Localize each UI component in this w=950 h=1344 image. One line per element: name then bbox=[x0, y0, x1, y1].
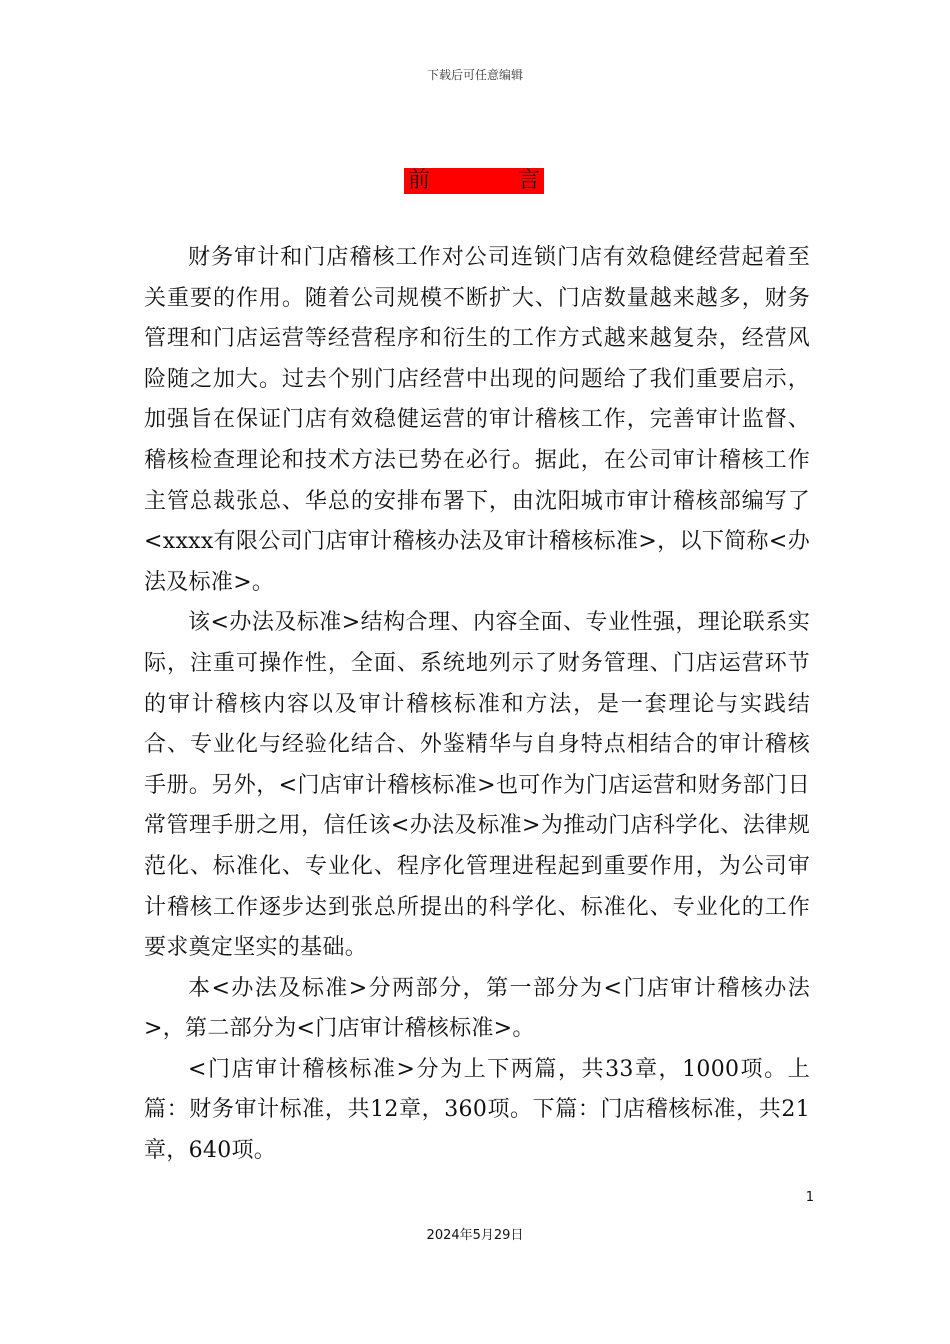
title-char-2: 言 bbox=[517, 168, 540, 193]
paragraph-2: 该<办法及标准>结构合理、内容全面、专业性强，理论联系实际，注重可操作性，全面、系统地列示了财务管理、门店运营环节的审计稽核内容以及审计稽核标准和方法，是一套理论与实践结合、专业化与经验化结合、外鉴精华与自身特点相结合的审计稽核手册。另外，<门店审计稽核标准>也可作为门店运营和财务部门日常管理手册之用，信任该<办法及标准>为推动门店科学化、法律规范化、标准化、专业化、程序化管理进程起到重要作用，为公司审计稽核工作逐步达到张总所提出的科学化、标准化、专业化的工作要求奠定坚实的基础。 bbox=[144, 610, 810, 961]
footer-date: 2024年5月29日 bbox=[426, 1228, 524, 1243]
body-text bbox=[144, 238, 810, 1172]
paragraph-3: 本<办法及标准>分两部分，第一部分为<门店审计稽核办法>，第二部分为<门店审计稽核标准>。 bbox=[144, 975, 810, 1042]
header-note: 下载后可任意编辑 bbox=[426, 68, 523, 82]
title-char-1: 前 bbox=[408, 168, 431, 193]
page-title bbox=[404, 168, 544, 194]
page-number: 1 bbox=[805, 1190, 814, 1205]
paragraph-1: 财务审计和门店稽核工作对公司连锁门店有效稳健经营起着至关重要的作用。随着公司规模不断扩大、门店数量越来越多，财务管理和门店运营等经营程序和衍生的工作方式越来越复杂，经营风险随之加大。过去个别门店经营中出现的问题给了我们重要启示，加强旨在保证门店有效稳健运营的审计稽核工作，完善审计监督、稽核检查理论和技术方法已势在必行。据此，在公司审计稽核工作主管总裁张总、华总的安排布署下，由沈阳城市审计稽核部编写了<xxxx有限公司门店审计稽核办法及审计稽核标准>，以下简称<办法及标准>。 bbox=[144, 245, 810, 595]
paragraph-4: <门店审计稽核标准>分为上下两篇，共33章，1000项。上篇：财务审计标准，共12章，360项。下篇：门店稽核标准，共21章，640项。 bbox=[144, 1056, 810, 1164]
